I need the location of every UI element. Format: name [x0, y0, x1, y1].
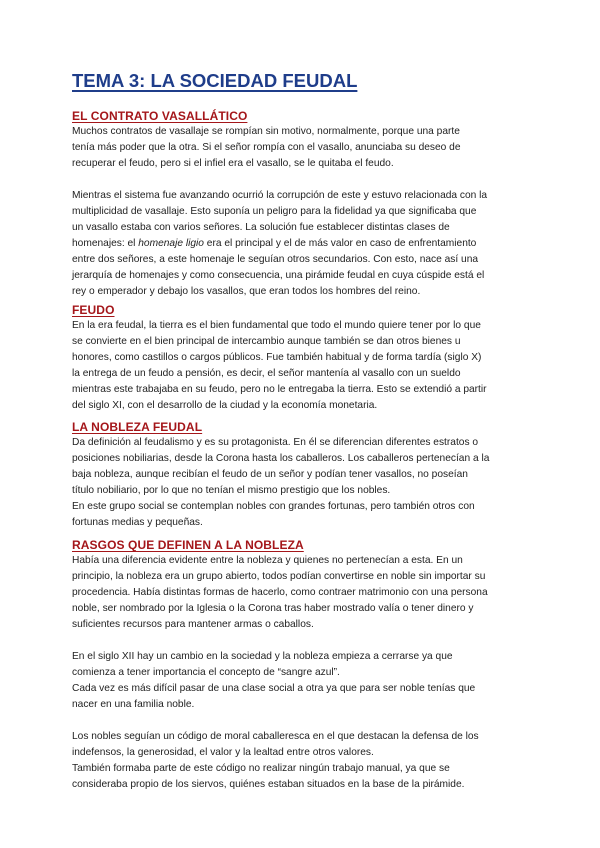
text-line: consideraba propio de los siervos, quiénes estaban situados en la base de la pirámide.: [72, 779, 465, 790]
text-line: En este grupo social se contemplan nobles con grandes fortunas, pero también otros con: [72, 501, 475, 512]
text-line: entre dos señores, a este homenaje le seguían otros secundarios. Con esto, nace así una: [72, 254, 479, 265]
text-line: suficientes recursos para mantener armas o caballos.: [72, 619, 314, 630]
text-line: fortunas medias y pequeñas.: [72, 517, 203, 528]
text-line: Muchos contratos de vasallaje se rompían sin motivo, normalmente, porque una parte: [72, 126, 460, 137]
text-line: indefensos, la generosidad, el valor y la lealtad entre otros valores.: [72, 747, 374, 758]
text-line: mientras este trabajaba en su feudo, pero no le entregaba la tierra. Esto se extendió a partir: [72, 384, 487, 395]
text-line: baja nobleza, aunque recibían el feudo de un señor y podían tener vasallos, no poseían: [72, 469, 468, 480]
italic-term: homenaje ligio: [138, 238, 204, 249]
section-heading: EL CONTRATO VASALLÁTICO: [72, 109, 248, 123]
text-fragment: era el principal y el de más valor en caso de enfrentamiento: [203, 238, 477, 249]
section-contrato-vasallatico: [72, 109, 534, 300]
text-line: Mientras el sistema fue avanzando ocurrió la corrupción de este y estuvo relacionada con la: [72, 190, 488, 201]
text-line: se convierte en el bien principal de intercambio aunque también se dan otros bienes u: [72, 336, 461, 347]
text-line: En el siglo XII hay un cambio en la sociedad y la nobleza empieza a cerrarse ya que: [72, 651, 453, 662]
text-line: tenía más poder que la otra. Si el señor rompía con el vasallo, anunciaba su deseo de: [72, 142, 461, 153]
text-line: comienza a tener importancia el concepto de “sangre azul”.: [72, 667, 340, 678]
section-rasgos-nobleza: [72, 538, 534, 793]
paragraph: [72, 649, 534, 713]
text-line: Había una diferencia evidente entre la nobleza y quienes no pertenecían a esta. En un: [72, 555, 463, 566]
text-line: Los nobles seguían un código de moral caballeresca en el que destacan la defensa de los: [72, 731, 479, 742]
text-line: Cada vez es más difícil pasar de una clase social a otra ya que para ser noble tenías que: [72, 683, 476, 694]
text-line: honores, como castillos o cargos públicos. Fue también habitual y de forma tardía (siglo X): [72, 352, 482, 363]
text-line: También formaba parte de este código no realizar ningún trabajo manual, ya que se: [72, 763, 450, 774]
paragraph: [72, 729, 534, 793]
paragraph: [72, 435, 534, 531]
text-line: rey o emperador y debajo los vasallos, que eran todos los hombres del reino.: [72, 286, 421, 297]
section-heading: RASGOS QUE DEFINEN A LA NOBLEZA: [72, 538, 304, 552]
text-line: procedencia. Había distintas formas de hacerlo, como contraer matrimonio con una persona: [72, 587, 488, 598]
text-line: jerarquía de homenajes y como consecuencia, una pirámide feudal en cuya cúspide está el: [72, 270, 485, 281]
section-nobleza-feudal: [72, 420, 534, 531]
paragraph: [72, 318, 534, 414]
paragraph: [72, 124, 534, 172]
text-line: principio, la nobleza era un grupo abierto, todos podían convertirse en noble sin importar su: [72, 571, 486, 582]
paragraph: [72, 188, 534, 300]
text-line: nacer en una familia noble.: [72, 699, 195, 710]
section-feudo: [72, 303, 534, 414]
paragraph: [72, 553, 534, 633]
section-heading: FEUDO: [72, 303, 115, 317]
text-line: la entrega de un feudo a pensión, es decir, el señor mantenía al vasallo con un sueldo: [72, 368, 461, 379]
text-line: del siglo XI, con el desarrollo de la ciudad y la economía monetaria.: [72, 400, 378, 411]
text-fragment: homenajes: el: [72, 238, 139, 249]
text-line: un vasallo estaba con varios señores. La solución fue establecer distintas clases de: [72, 222, 450, 233]
text-line: noble, ser nombrado por la Iglesia o la Corona tras haber mostrado valía o tener dinero y: [72, 603, 474, 614]
section-heading: LA NOBLEZA FEUDAL: [72, 420, 203, 434]
text-line: recuperar el feudo, pero si el infiel era el vasallo, se le quitaba el feudo.: [72, 158, 394, 169]
text-line: En la era feudal, la tierra es el bien fundamental que todo el mundo quiere tener por lo que: [72, 320, 481, 331]
document-title: TEMA 3: LA SOCIEDAD FEUDAL: [72, 70, 358, 91]
text-line: posiciones nobiliarias, desde la Corona hasta los caballeros. Los caballeros pertenecían a la: [72, 453, 490, 464]
text-line: título nobiliario, por lo que no tenían el mismo prestigio que los nobles.: [72, 485, 391, 496]
text-line: multiplicidad de vasallaje. Esto suponía un peligro para la fidelidad ya que significaba que: [72, 206, 477, 217]
text-line: [72, 236, 534, 252]
text-line: Da definición al feudalismo y es su protagonista. En él se diferencian diferentes estratos o: [72, 437, 479, 448]
